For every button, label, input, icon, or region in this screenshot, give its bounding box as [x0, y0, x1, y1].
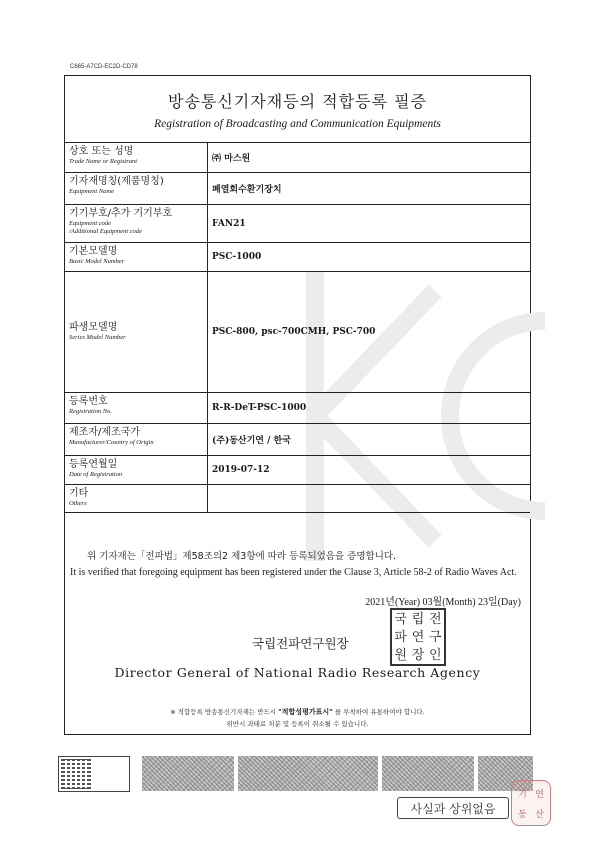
row-label: [65, 485, 208, 512]
row-value: ㈜ 마스원: [212, 154, 251, 164]
row-label: [65, 424, 208, 455]
certificate-frame: [64, 75, 531, 735]
label-english: Date of Registration: [69, 471, 123, 478]
row-value: FAN21: [212, 218, 246, 229]
row-label: [65, 272, 208, 392]
notice-text: ※ 적합등록 방송통신기자재는 반드시: [170, 708, 279, 716]
row-label: [65, 143, 208, 172]
row-value: (주)동산기연 / 한국: [212, 436, 291, 446]
registration-table: [65, 142, 530, 513]
title-korean: 방송통신기자재등의 적합등록 필증: [167, 92, 427, 111]
seal-char: 전: [429, 611, 442, 627]
title-english: Registration of Broadcasting and Communication Equipments: [154, 118, 441, 130]
seal-char: 장: [411, 647, 425, 663]
security-pattern: [238, 756, 378, 791]
row-label: [65, 393, 208, 423]
statement-english: It is verified that foregoing equipment has been registered under the Clause 3, Article 58-2 of Radio Waves Act.: [70, 567, 517, 578]
security-pattern: [142, 756, 234, 791]
notice-line-2: 위반시 과태료 처분 및 등록이 취소될 수 있습니다.: [226, 720, 369, 728]
label-korean: 등록번호: [69, 396, 108, 407]
table-row: [65, 173, 530, 205]
notice-emphasis: "적합성평가표시": [278, 708, 333, 716]
issue-date: 2021년(Year) 03월(Month) 23일(Day): [365, 597, 521, 608]
row-label: [65, 205, 208, 242]
seal-char: 인: [429, 647, 442, 663]
row-value: 2019-07-12: [212, 465, 270, 475]
row-value: R-R-DeT-PSC-1000: [212, 403, 307, 413]
label-english: Basic Model Number: [69, 258, 125, 265]
qr-code-box: [58, 756, 130, 792]
seal-char: 산: [535, 809, 544, 820]
verification-stamp: 사실과 상위없음: [397, 797, 509, 819]
table-row: [65, 456, 530, 485]
security-pattern: [382, 756, 474, 791]
seal-char: 국: [394, 611, 407, 627]
label-korean: 기본모델명: [69, 246, 118, 257]
table-row: [65, 393, 530, 424]
row-label: [65, 456, 208, 484]
official-seal: [390, 608, 446, 666]
label-korean: 등록연월일: [69, 459, 118, 470]
row-value: PSC-800, psc-700CMH, PSC-700: [212, 327, 376, 337]
seal-char: 동: [518, 809, 527, 820]
row-label: [65, 173, 208, 204]
label-korean: 파생모델명: [69, 322, 118, 333]
qr-code-pattern: [62, 760, 90, 788]
label-english: /Additional Equipment code: [69, 228, 142, 235]
statement-korean: 위 기자재는「전파법」제58조의2 제3항에 따라 등록되었음을 증명합니다.: [87, 551, 397, 562]
label-korean: 제조자/제조국가: [69, 427, 140, 438]
document-code: C665-A7CD-EC2D-CD78: [70, 64, 138, 70]
table-row: [65, 272, 530, 393]
seal-char: 립: [411, 611, 425, 627]
seal-char: 연: [535, 789, 544, 800]
label-english: Series Model Number: [69, 334, 126, 341]
seal-char: 기: [518, 789, 527, 800]
label-korean: 기기부호/추가 기기부호: [69, 208, 173, 219]
label-korean: 기자재명칭(제품명칭): [69, 176, 164, 187]
company-red-seal: [511, 780, 551, 826]
label-english: Others: [69, 500, 87, 507]
label-english: Equipment Name: [69, 188, 114, 195]
notice-text: 를 부착하여 유통하여야 합니다.: [332, 708, 425, 716]
label-english: Manufacturer/Country of Origin: [69, 439, 154, 446]
seal-char: 파: [394, 629, 407, 645]
seal-char: 연: [411, 629, 425, 645]
table-row: [65, 424, 530, 456]
issuer-korean: 국립전파연구원장: [252, 636, 349, 651]
row-value: 폐열회수환기장치: [212, 185, 282, 195]
table-row: [65, 485, 530, 513]
label-english: Trade Name or Registrant: [69, 158, 138, 165]
table-row: [65, 143, 530, 173]
label-korean: 상호 또는 성명: [69, 146, 134, 157]
row-label: [65, 243, 208, 271]
row-value: [208, 485, 530, 512]
label-english: Registration No.: [69, 408, 112, 415]
label-english: Equipment code: [69, 220, 112, 227]
issuer-english: Director General of National Radio Research Agency: [114, 665, 481, 680]
seal-char: 원: [394, 647, 407, 663]
notice-line-1: [65, 707, 530, 717]
seal-char: 구: [429, 629, 442, 645]
row-value: PSC-1000: [212, 252, 262, 262]
table-row: [65, 205, 530, 243]
table-row: [65, 243, 530, 272]
label-korean: 기타: [69, 488, 89, 499]
